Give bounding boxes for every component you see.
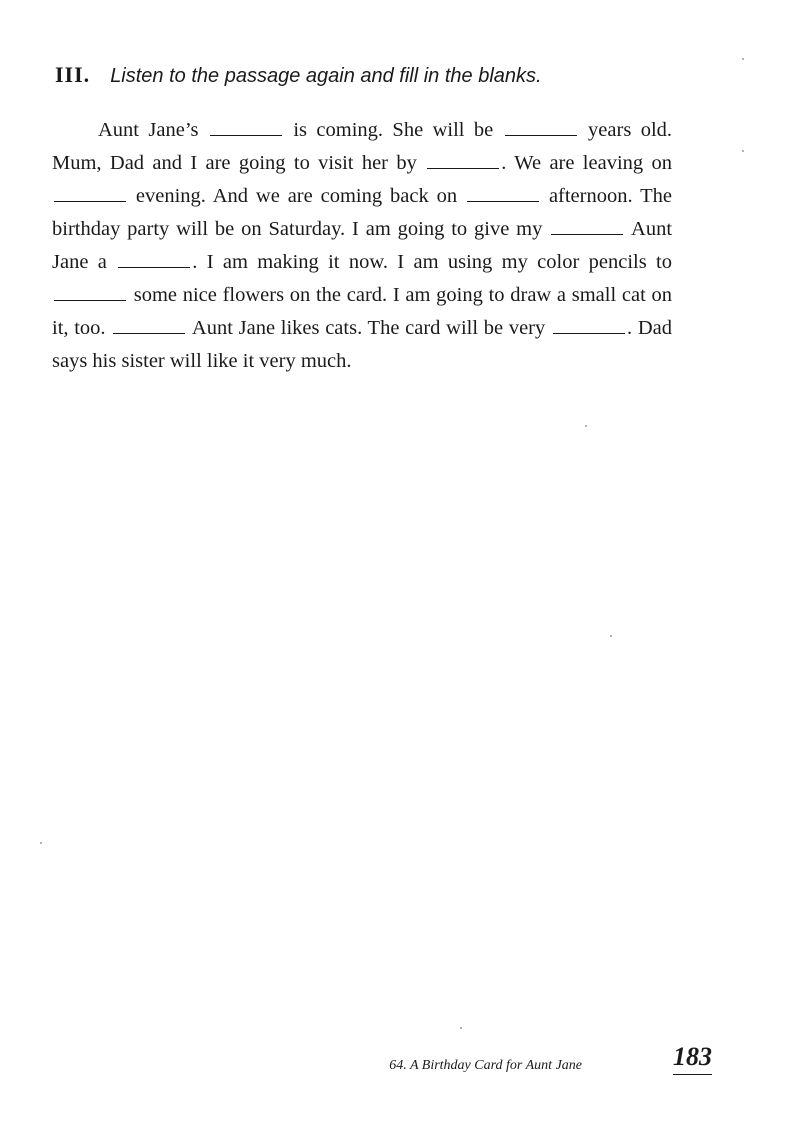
passage-text: Aunt Jane’s <box>98 119 199 141</box>
blank-7 <box>118 266 190 268</box>
passage-text: Aunt Jane a <box>52 218 673 273</box>
passage-text: afternoon. The birthday party will be on Saturday. I am going to give my <box>52 185 673 240</box>
passage-text: years old. Mum, Dad and I are going to visit her by <box>52 119 673 174</box>
blank-2 <box>505 134 577 136</box>
passage <box>52 114 672 378</box>
scan-speck <box>585 425 587 427</box>
blank-4 <box>54 200 126 202</box>
passage-text: Aunt Jane likes cats. The card will be very <box>191 317 546 339</box>
scan-speck <box>40 842 42 844</box>
exercise-heading <box>55 62 542 88</box>
scan-speck <box>610 635 612 637</box>
passage-text: . We are leaving on <box>501 152 672 174</box>
passage-text: . I am making it now. I am using my color pencils to <box>192 251 672 273</box>
scan-speck <box>742 58 744 60</box>
lesson-title: 64. A Birthday Card for Aunt Jane <box>389 1058 582 1073</box>
exercise-number: III. <box>55 62 91 87</box>
page-number: 183 <box>673 1042 712 1075</box>
passage-text: some nice flowers on the card. I am going to draw a small cat on it, too. <box>52 284 672 339</box>
blank-10 <box>553 332 625 334</box>
blank-3 <box>427 167 499 169</box>
blank-5 <box>467 200 539 202</box>
blank-1 <box>210 134 282 136</box>
passage-text: . Dad says his sister will like it very much. <box>52 317 673 372</box>
passage-text: evening. And we are coming back on <box>135 185 458 207</box>
passage-paragraph <box>52 114 672 378</box>
scan-speck <box>460 1027 462 1029</box>
blank-9 <box>113 332 185 334</box>
exercise-instruction: Listen to the passage again and fill in the blanks. <box>110 65 542 87</box>
scan-speck <box>742 150 744 152</box>
blank-6 <box>551 233 623 235</box>
blank-8 <box>54 299 126 301</box>
passage-text: is coming. She will be <box>293 119 494 141</box>
